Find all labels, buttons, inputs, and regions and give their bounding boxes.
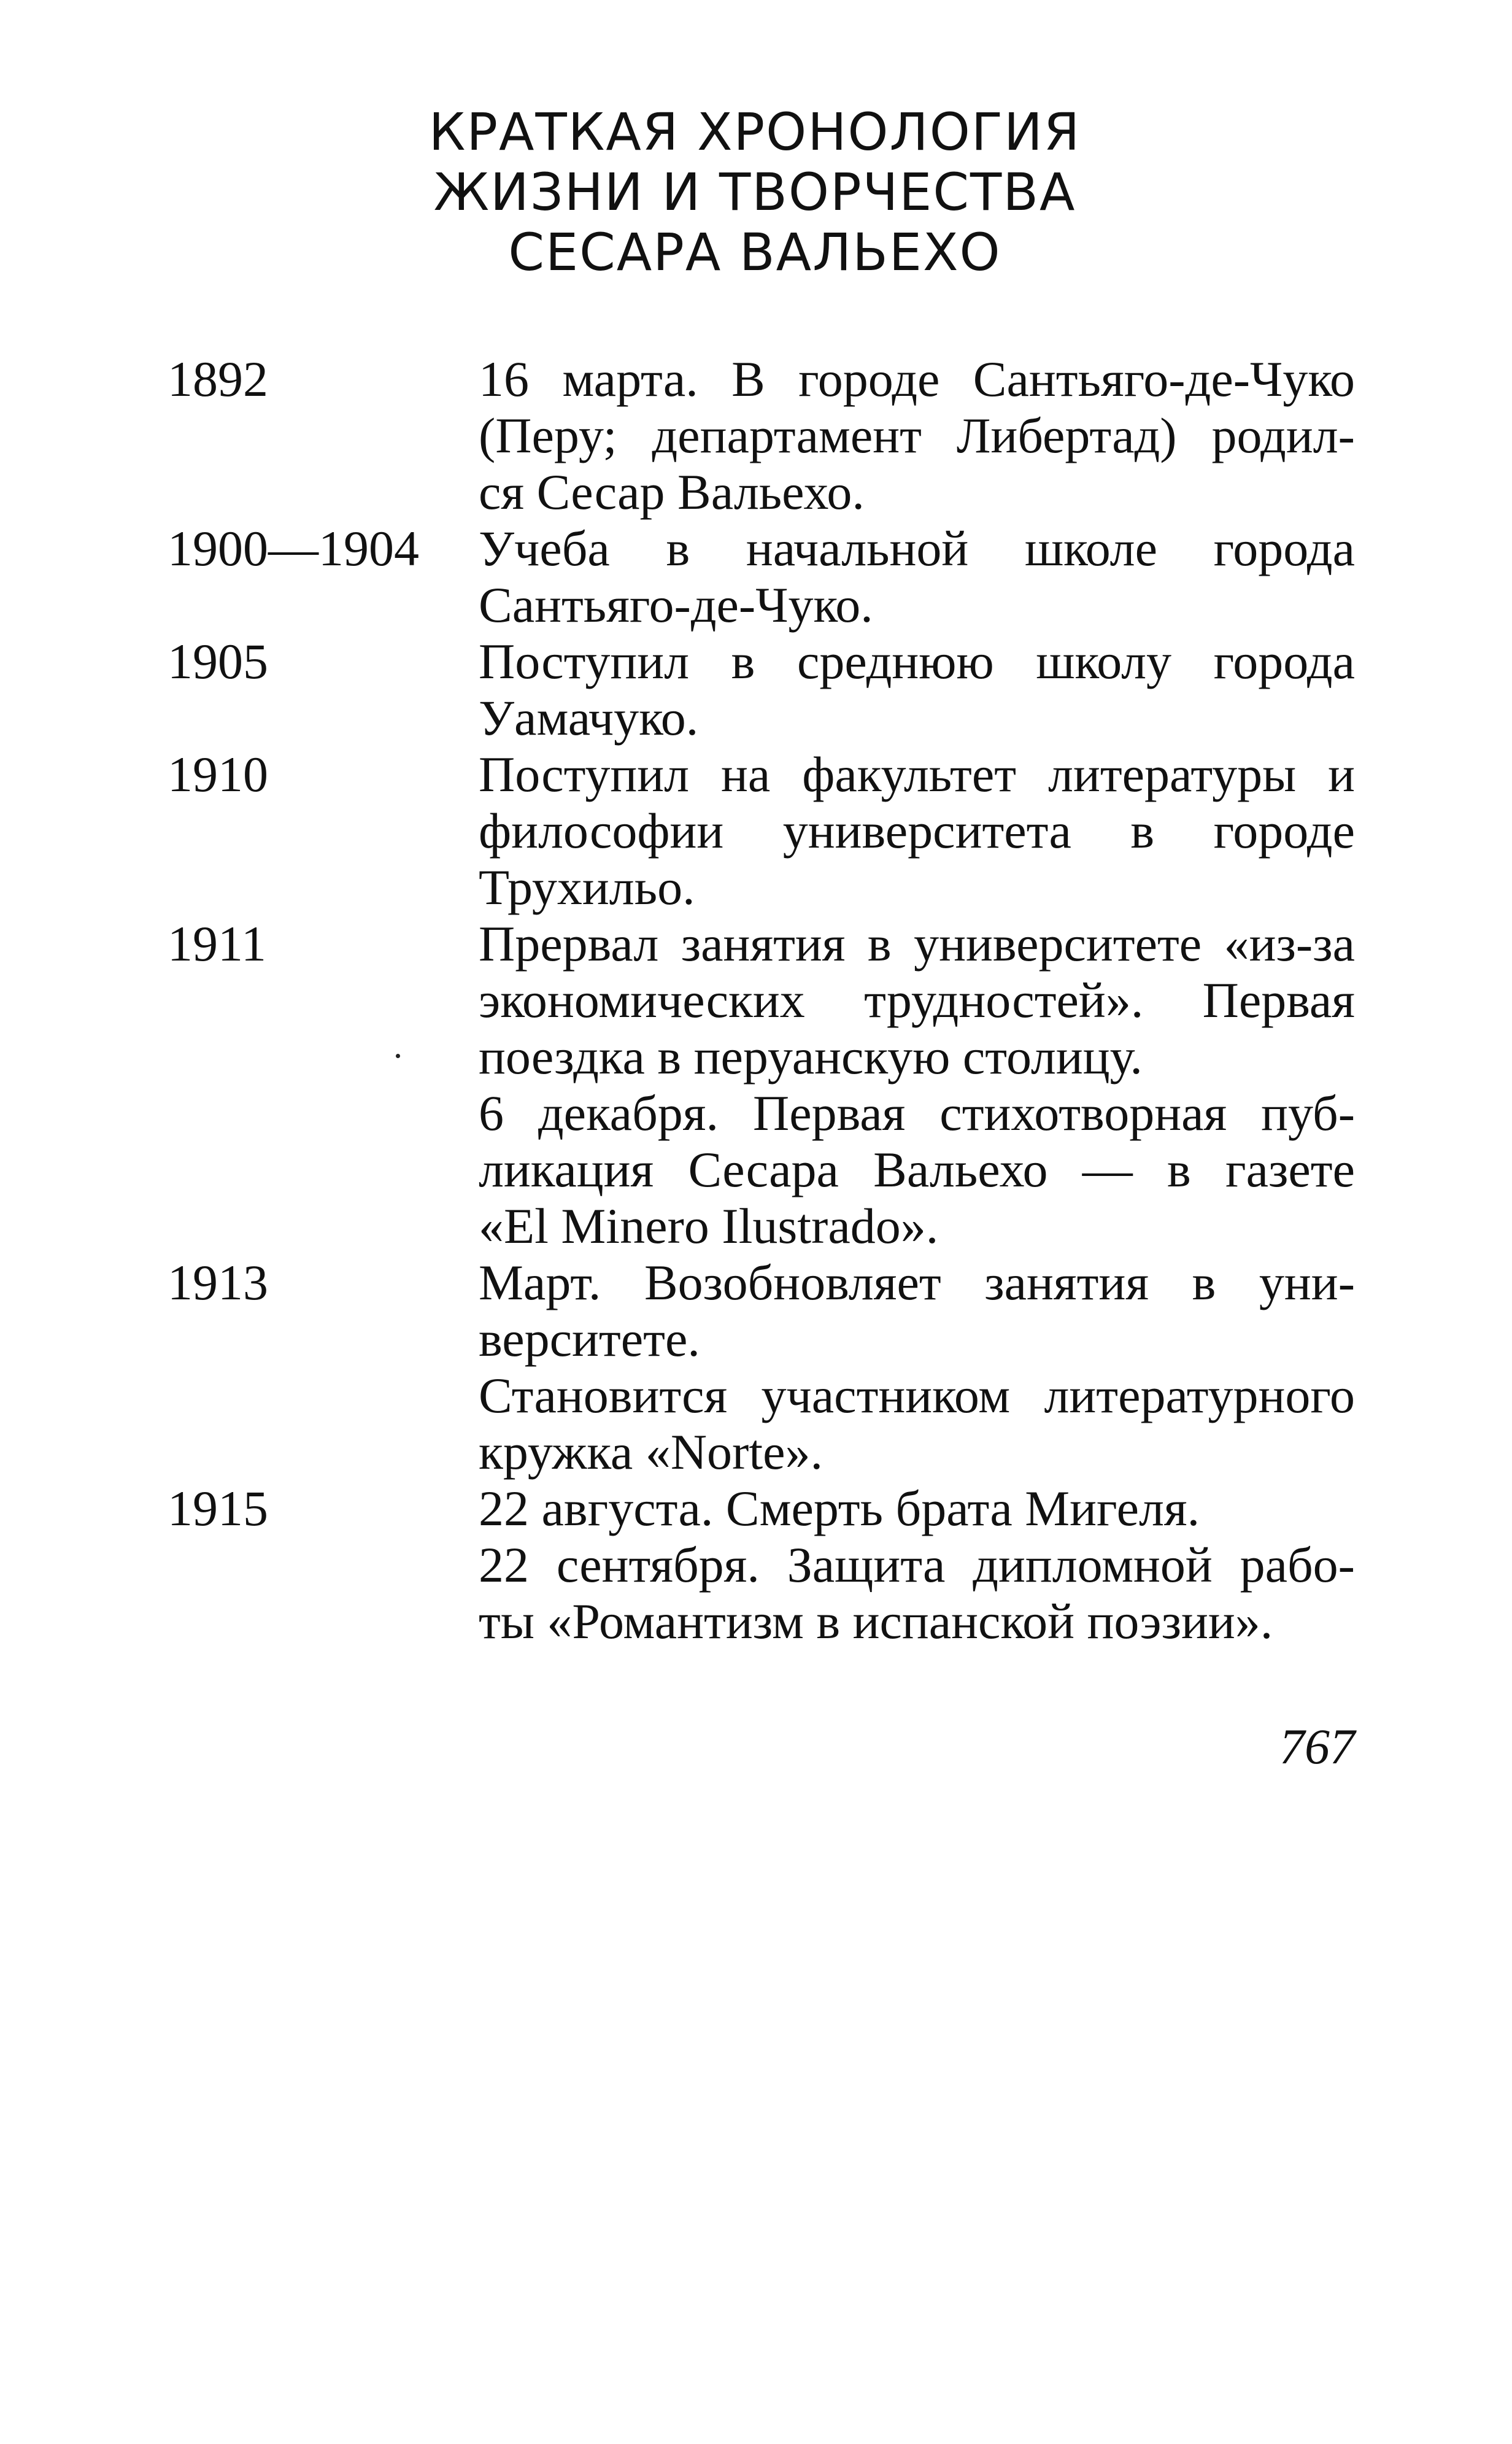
entry-paragraph [479,1367,1355,1480]
chronology-entry [168,1480,1355,1650]
entry-paragraph [479,520,1355,633]
entry-description [479,351,1355,520]
chronology-entry [168,746,1355,916]
entry-year: 1910 [168,746,268,802]
entry-paragraph [479,1255,1355,1367]
text-line: Поступил на факультет литературы и [479,746,1355,802]
chronology-entry [168,351,1355,520]
title-line: СЕСАРА ВАЛЬЕХО [508,222,1001,283]
entry-year: 1915 [168,1480,268,1536]
print-speck [396,1054,400,1058]
entry-year: 1905 [168,633,268,689]
page-number: 767 [1279,1719,1355,1774]
text-line: 22 сентября. Защита дипломной рабо- [479,1537,1355,1593]
entry-description [479,916,1355,1255]
entry-description [479,1480,1355,1650]
entry-paragraph [479,916,1355,1085]
entry-year: 1892 [168,351,268,407]
text-line: 6 декабря. Первая стихотворная пуб- [479,1085,1355,1141]
text-line: Март. Возобновляет занятия в уни- [479,1255,1355,1310]
chronology-list [168,351,1355,1650]
entry-paragraph [479,633,1355,746]
text-line: Поступил в среднюю школу города [479,633,1355,689]
text-line: «El Minero Ilustrado». [479,1198,939,1254]
text-line: Становится участником литературного [479,1367,1355,1423]
text-line: Прервал занятия в университете «из-за [479,916,1355,972]
text-line: философии университета в городе [479,803,1355,859]
text-line: экономических трудностей». Первая [479,972,1355,1028]
text-line: ликация Сесара Вальехо — в газете [479,1142,1355,1197]
text-line: поездка в перуанскую столицу. [479,1029,1143,1085]
entry-paragraph [479,1480,1355,1537]
text-line: 22 августа. Смерть брата Мигеля. [479,1480,1200,1536]
chronology-entry [168,1255,1355,1480]
entry-description [479,633,1355,746]
entry-paragraph [479,1537,1355,1650]
entry-year: 1900—1904 [168,520,419,576]
title-line: ЖИЗНИ И ТВОРЧЕСТВА [433,162,1076,223]
chronology-title [295,102,1215,282]
entry-paragraph [479,1085,1355,1255]
entry-year: 1913 [168,1255,268,1310]
text-line: Уамачуко. [479,690,699,746]
text-line: ты «Романтизм в испанской поэзии». [479,1593,1273,1649]
text-line: верситете. [479,1311,700,1367]
entry-description [479,520,1355,633]
text-line: 16 марта. В городе Сантьяго-де-Чуко [479,351,1355,407]
entry-paragraph [479,746,1355,916]
text-line: кружка «Norte». [479,1424,824,1480]
chronology-entry [168,916,1355,1255]
entry-paragraph [479,351,1355,520]
chronology-entry [168,633,1355,746]
text-line: Учеба в начальной школе города [479,520,1355,576]
title-line: КРАТКАЯ ХРОНОЛОГИЯ [428,102,1081,163]
text-line: (Перу; департамент Либертад) родил- [479,408,1355,463]
entry-description [479,746,1355,916]
entry-description [479,1255,1355,1480]
text-line: Сантьяго-де-Чуко. [479,577,873,633]
chronology-entry [168,520,1355,633]
text-line: ся Сесар Вальехо. [479,464,865,520]
text-line: Трухильо. [479,859,695,915]
entry-year: 1911 [168,916,266,972]
